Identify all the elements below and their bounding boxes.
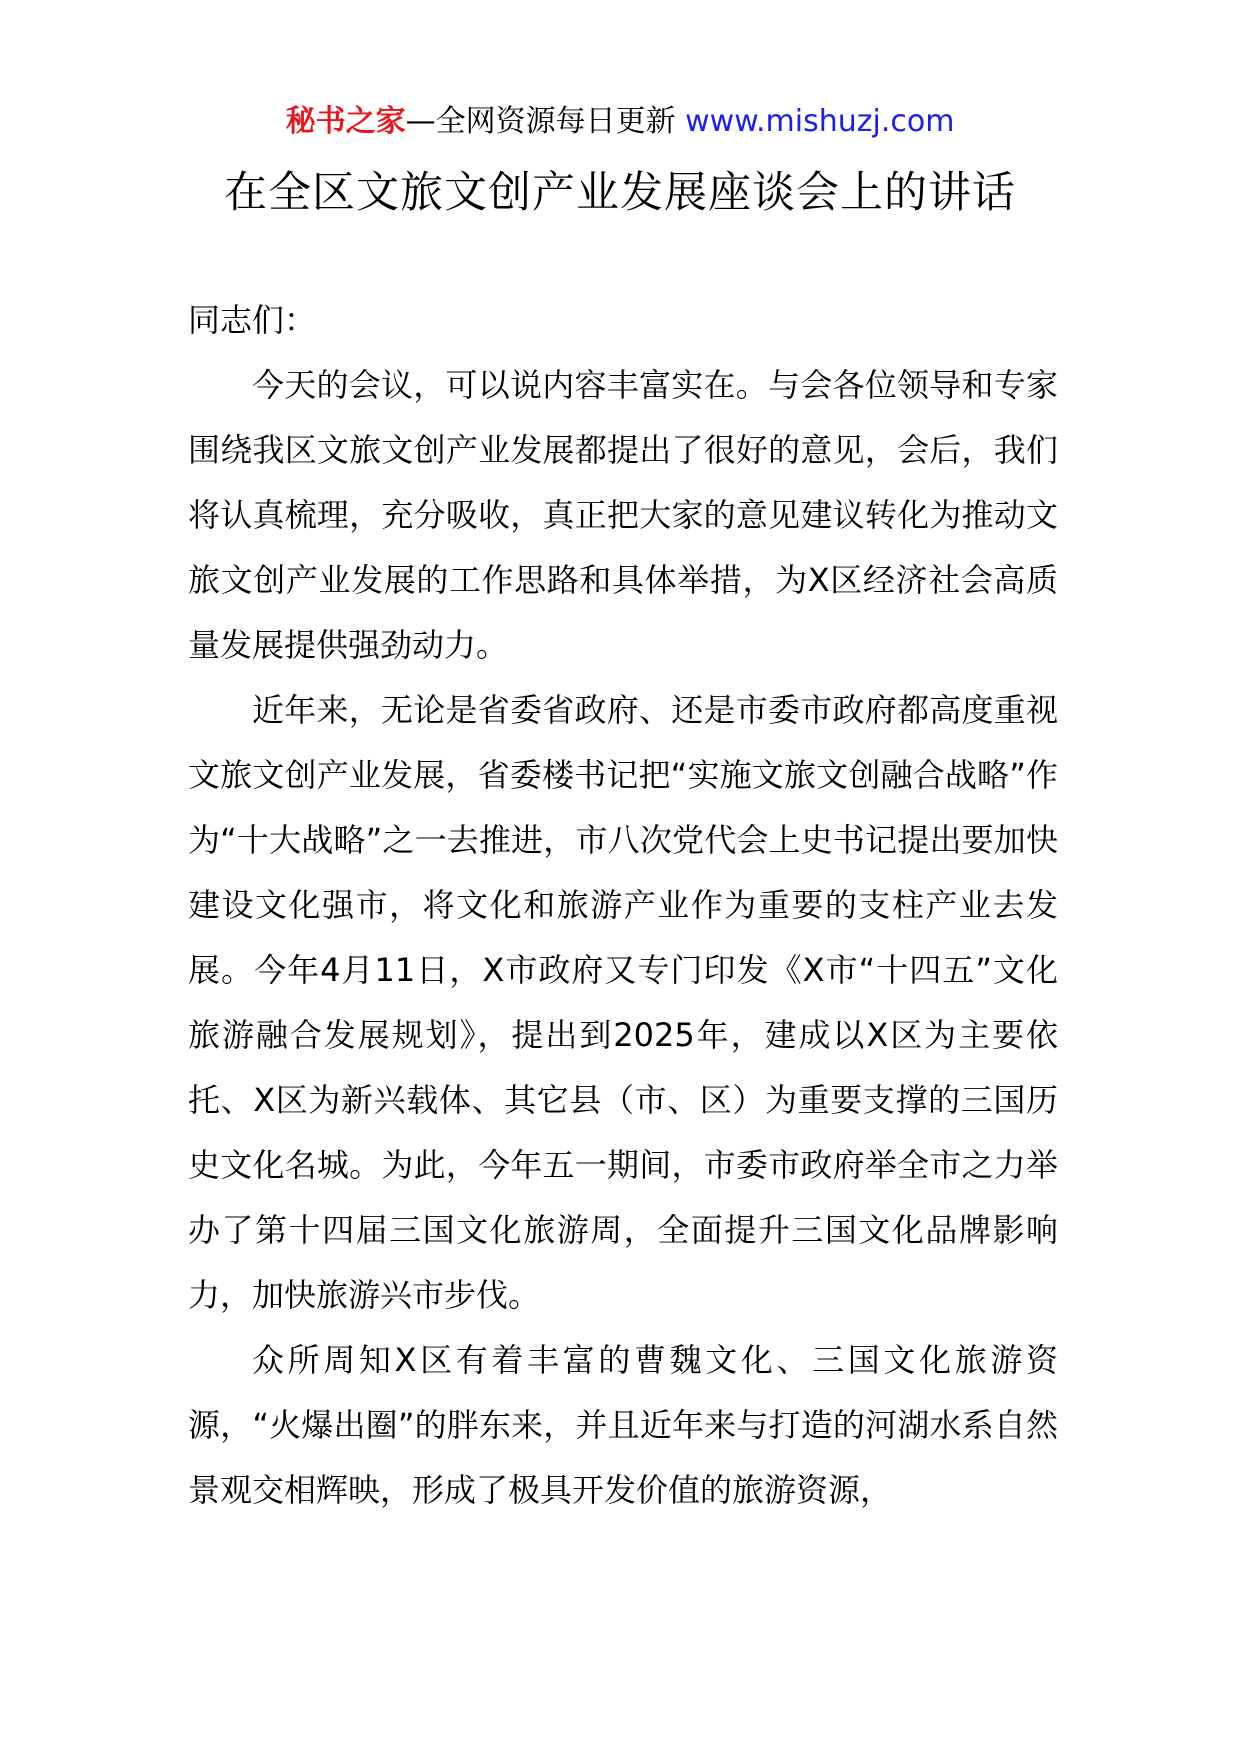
paragraph-2: 近年来，无论是省委省政府、还是市委市政府都高度重视文旅文创产业发展，省委楼书记把“实施文旅文创融合战略”作为“十大战略”之一去推进，市八次党代会上史书记提出要加快建设文化强市，将文化和旅游产业作为重要的支柱产业去发展。今年4月11日，X市政府又专门印发《X市“十四五”文化旅游融合发展规划》，提出到2025年，建成以X区为主要依托、X区为新兴载体、其它县（市、区）为重要支撑的三国历史文化名城。为此，今年五一期间，市委市政府举全市之力举办了第十四届三国文化旅游周，全面提升三国文化品牌影响力，加快旅游兴市步伐。 (188, 691, 1058, 1314)
salutation: 同志们： (188, 301, 317, 339)
site-header (0, 100, 1240, 144)
paragraph-1: 今天的会议，可以说内容丰富实在。与会各位领导和专家围绕我区文旅文创产业发展都提出了很好的意见，会后，我们将认真梳理，充分吸收，真正把大家的意见建议转化为推动文旅文创产业发展的工作思路和具体举措，为X区经济社会高质量发展提供强劲动力。 (188, 366, 1058, 664)
site-tagline: —全网资源每日更新 (405, 104, 686, 139)
paragraph-3: 众所周知X区有着丰富的曹魏文化、三国文化旅游资源，“火爆出圈”的胖东来，并且近年来与打造的河湖水系自然景观交相辉映，形成了极具开发价值的旅游资源， (188, 1341, 1058, 1509)
document-title: 在全区文旅文创产业发展座谈会上的讲话 (224, 168, 1016, 218)
site-brand: 秘书之家 (285, 104, 406, 139)
site-url-link[interactable]: www.mishuzj.com (685, 104, 955, 139)
document-body (188, 288, 1058, 1523)
